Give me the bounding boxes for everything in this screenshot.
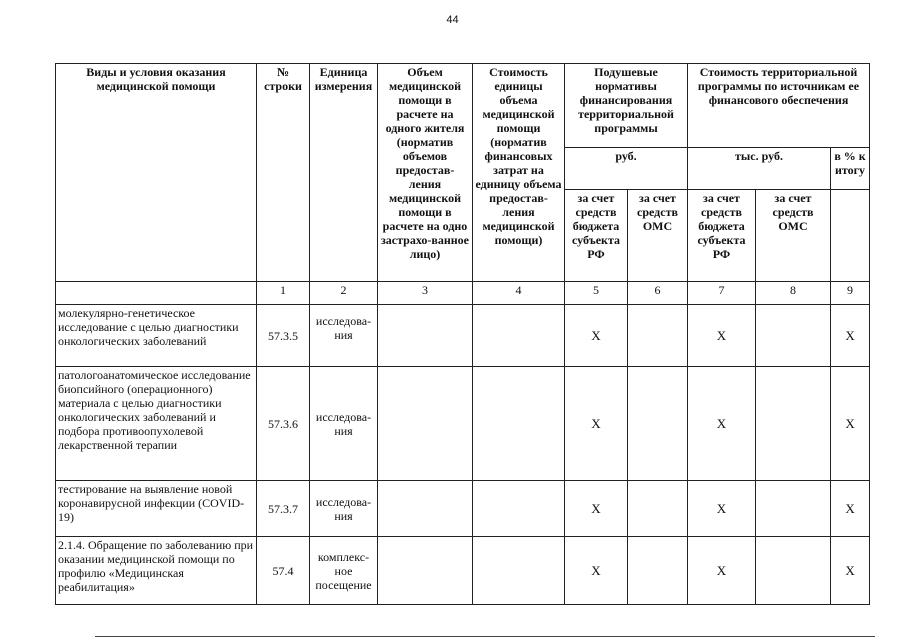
- financing-table: [55, 63, 870, 605]
- column-number: 2: [310, 282, 378, 305]
- cell-9: X: [831, 367, 870, 481]
- header-row-no: № строки: [257, 64, 310, 282]
- column-number: 5: [565, 282, 628, 305]
- row-name: патологоанатомическое исследование биопсийного (операционного) материала с целью диагностики онкологических заболеваний и подбора противоопухолевой лекарственной терапии: [56, 367, 257, 481]
- cell-6: [628, 537, 688, 605]
- cell-6: [628, 481, 688, 537]
- row-number: 57.3.6: [257, 367, 310, 481]
- cell-7: X: [688, 537, 756, 605]
- header-empty-9: [831, 190, 870, 282]
- header-unit: Единица измерения: [310, 64, 378, 282]
- row-number: 57.3.7: [257, 481, 310, 537]
- cell-3: [378, 481, 473, 537]
- row-name: молекулярно-генетическое исследование с целью диагностики онкологических заболеваний: [56, 305, 257, 367]
- column-numbers-row: [56, 282, 870, 305]
- header-kinds: Виды и условия оказания медицинской помощи: [56, 64, 257, 282]
- page-number: 44: [446, 14, 459, 26]
- cell-7: X: [688, 481, 756, 537]
- column-number: [56, 282, 257, 305]
- header-budget-rf-5: за счет средств бюджета субъекта РФ: [565, 190, 628, 282]
- cell-4: [473, 367, 565, 481]
- column-number: 7: [688, 282, 756, 305]
- header-volume: Объем медицинской помощи в расчете на одного жителя (норматив объемов предостав-ления медицинской помощи в расчете на одно застрахо-ванное лицо): [378, 64, 473, 282]
- cell-5: X: [565, 537, 628, 605]
- cell-3: [378, 367, 473, 481]
- row-unit: исследова-ния: [310, 367, 378, 481]
- cell-5: X: [565, 367, 628, 481]
- cell-5: X: [565, 481, 628, 537]
- header-thous-rub: тыс. руб.: [688, 148, 831, 190]
- row-unit: комплекс-ное посещение: [310, 537, 378, 605]
- cell-8: [756, 367, 831, 481]
- cell-6: [628, 305, 688, 367]
- row-number: 57.4: [257, 537, 310, 605]
- column-number: 4: [473, 282, 565, 305]
- cell-4: [473, 481, 565, 537]
- header-oms-6: за счет средств ОМС: [628, 190, 688, 282]
- row-name: 2.1.4. Обращение по заболеванию при оказании медицинской помощи по профилю «Медицинская реабилитация»: [56, 537, 257, 605]
- row-unit: исследова-ния: [310, 305, 378, 367]
- cell-8: [756, 481, 831, 537]
- column-number: 3: [378, 282, 473, 305]
- cell-3: [378, 537, 473, 605]
- header-territorial: Стоимость территориальной программы по источникам ее финансового обеспечения: [688, 64, 870, 148]
- column-number: 1: [257, 282, 310, 305]
- cell-3: [378, 305, 473, 367]
- cell-6: [628, 367, 688, 481]
- row-number: 57.3.5: [257, 305, 310, 367]
- cell-5: X: [565, 305, 628, 367]
- table-row: [56, 367, 870, 481]
- row-name: тестирование на выявление новой коронавирусной инфекции (COVID-19): [56, 481, 257, 537]
- header-budget-rf-7: за счет средств бюджета субъекта РФ: [688, 190, 756, 282]
- cell-7: X: [688, 305, 756, 367]
- table-row: [56, 305, 870, 367]
- table-row: [56, 481, 870, 537]
- header-pct-total: в % к итогу: [831, 148, 870, 190]
- cell-4: [473, 537, 565, 605]
- header-per-capita: Подушевые нормативы финансирования территориальной программы: [565, 64, 688, 148]
- cell-8: [756, 305, 831, 367]
- column-number: 8: [756, 282, 831, 305]
- row-unit: исследова-ния: [310, 481, 378, 537]
- cell-4: [473, 305, 565, 367]
- column-number: 6: [628, 282, 688, 305]
- header-cost: Стоимость единицы объема медицинской помощи (норматив финансовых затрат на единицу объема предостав-ления медицинской помощи): [473, 64, 565, 282]
- cell-9: X: [831, 537, 870, 605]
- cell-7: X: [688, 367, 756, 481]
- column-number: 9: [831, 282, 870, 305]
- header-rub: руб.: [565, 148, 688, 190]
- header-oms-8: за счет средств ОМС: [756, 190, 831, 282]
- table-row: [56, 537, 870, 605]
- cell-8: [756, 537, 831, 605]
- cell-9: X: [831, 305, 870, 367]
- page-bottom-divider: [95, 636, 875, 637]
- cell-9: X: [831, 481, 870, 537]
